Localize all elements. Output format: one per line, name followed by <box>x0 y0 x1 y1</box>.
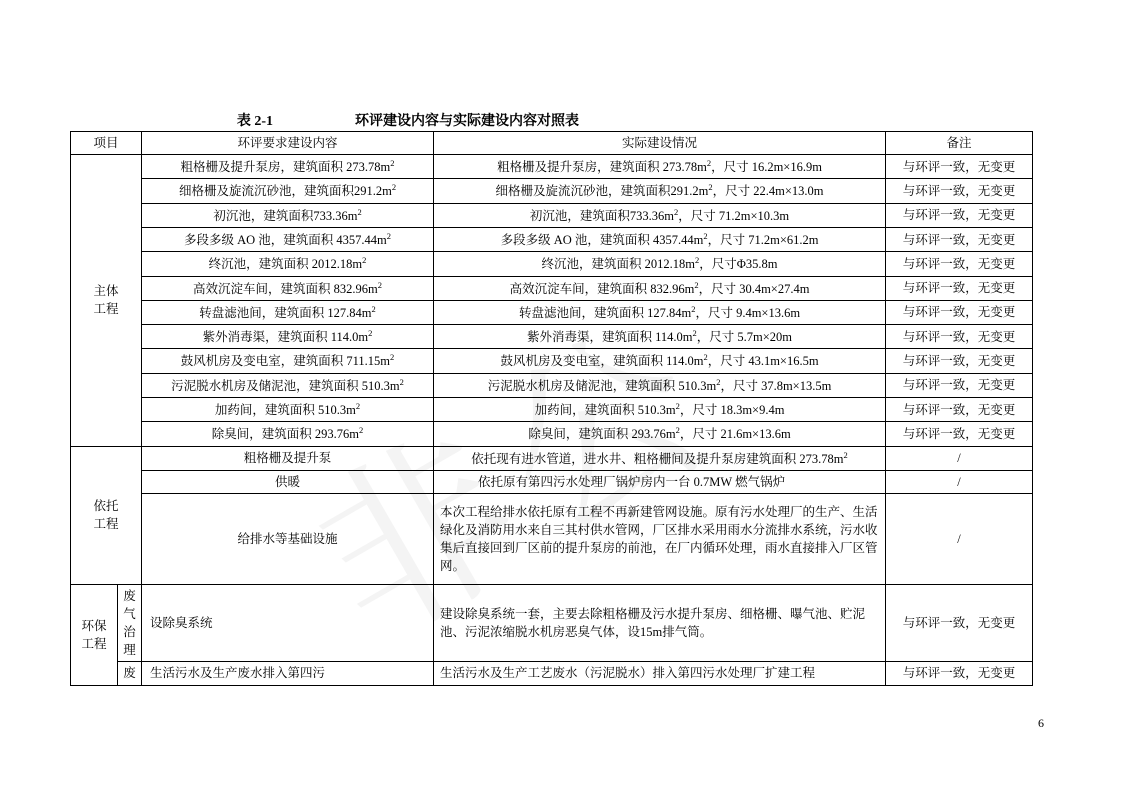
cell-remark: 与环评一致，无变更 <box>886 155 1033 179</box>
subgroup-label-waste-water: 废 <box>118 662 142 685</box>
cell-required: 初沉池，建筑面积$733.36m^2$ <box>142 203 434 227</box>
table-row <box>71 300 1033 324</box>
cell-actual: 加药间，建筑面积 $510.3m^2$，尺寸 18.3m×9.4m <box>434 397 886 421</box>
table-row <box>71 470 1033 493</box>
cell-required: 粗格栅及提升泵 <box>142 446 434 470</box>
table-row <box>71 227 1033 251</box>
table-row <box>71 155 1033 179</box>
table-row <box>71 252 1033 276</box>
table-row <box>71 373 1033 397</box>
table-row <box>71 584 1033 662</box>
cell-remark: 与环评一致，无变更 <box>886 179 1033 203</box>
cell-actual: 依托原有第四污水处理厂锅炉房内一台 0.7MW 燃气锅炉 <box>434 470 886 493</box>
group-label-support: 依托 工程 <box>71 446 142 584</box>
group-label-main: 主体 工程 <box>71 155 142 446</box>
header-actual: 实际建设情况 <box>434 132 886 155</box>
table-row <box>71 179 1033 203</box>
cell-remark: 与环评一致，无变更 <box>886 325 1033 349</box>
table-row <box>71 276 1033 300</box>
cell-required: 污泥脱水机房及储泥池，建筑面积 $510.3m^2$ <box>142 373 434 397</box>
cell-required: 鼓风机房及变电室，建筑面积 $711.15m^2$ <box>142 349 434 373</box>
cell-remark: 与环评一致，无变更 <box>886 373 1033 397</box>
cell-remark: 与环评一致，无变更 <box>886 349 1033 373</box>
header-remark: 备注 <box>886 132 1033 155</box>
table-title: 环评建设内容与实际建设内容对照表 <box>355 114 579 129</box>
table-row <box>71 493 1033 584</box>
cell-required: 除臭间，建筑面积 $293.76m^2$ <box>142 422 434 446</box>
header-project: 项目 <box>71 132 142 155</box>
cell-actual: 多段多级 AO 池，建筑面积 $4357.44m^2$，尺寸 71.2m×61.2m <box>434 227 886 251</box>
cell-remark: / <box>886 493 1033 584</box>
cell-remark: 与环评一致，无变更 <box>886 203 1033 227</box>
table-row <box>71 446 1033 470</box>
cell-required: 加药间，建筑面积 $510.3m^2$ <box>142 397 434 421</box>
cell-remark: 与环评一致，无变更 <box>886 397 1033 421</box>
cell-required: 转盘滤池间，建筑面积 $127.84m^2$ <box>142 300 434 324</box>
page-number: 6 <box>1038 716 1044 730</box>
table-header-row <box>71 132 1033 155</box>
cell-actual: 细格栅及旋流沉砂池，建筑面积$291.2m^2$，尺寸 22.4m×13.0m <box>434 179 886 203</box>
cell-actual: 转盘滤池间，建筑面积 $127.84m^2$，尺寸 9.4m×13.6m <box>434 300 886 324</box>
table-row <box>71 349 1033 373</box>
cell-actual: 紫外消毒渠，建筑面积 $114.0m^2$，尺寸 5.7m×20m <box>434 325 886 349</box>
cell-actual: 粗格栅及提升泵房，建筑面积 $273.78m^2$，尺寸 16.2m×16.9m <box>434 155 886 179</box>
cell-required: 供暖 <box>142 470 434 493</box>
cell-actual: 生活污水及生产工艺废水（污泥脱水）排入第四污水处理厂扩建工程 <box>434 662 886 685</box>
cell-remark: / <box>886 470 1033 493</box>
subgroup-label-waste-gas: 废 气 治 理 <box>118 584 142 662</box>
group-label-environmental: 环保 工程 <box>71 584 118 685</box>
cell-required: 生活污水及生产废水排入第四污 <box>142 662 434 685</box>
cell-remark: 与环评一致，无变更 <box>886 276 1033 300</box>
table-row <box>71 397 1033 421</box>
cell-required: 终沉池，建筑面积 $2012.18m^2$ <box>142 252 434 276</box>
cell-actual: 除臭间，建筑面积 $293.76m^2$，尺寸 21.6m×13.6m <box>434 422 886 446</box>
cell-actual: 高效沉淀车间，建筑面积 $832.96m^2$，尺寸 30.4m×27.4m <box>434 276 886 300</box>
cell-required: 多段多级 AO 池，建筑面积 $4357.44m^2$ <box>142 227 434 251</box>
table-row <box>71 662 1033 685</box>
cell-remark: 与环评一致，无变更 <box>886 662 1033 685</box>
cell-required: 粗格栅及提升泵房，建筑面积 $273.78m^2$ <box>142 155 434 179</box>
cell-actual: 本次工程给排水依托原有工程不再新建管网设施。原有污水处理厂的生产、生活绿化及消防用水来自三其村供水管网，厂区排水采用雨水分流排水系统，污水收集后直接回到厂区前的提升泵房的前池，在厂内循环处理，雨水直接排入厂区管网。 <box>434 493 886 584</box>
header-required: 环评要求建设内容 <box>142 132 434 155</box>
cell-remark: 与环评一致，无变更 <box>886 584 1033 662</box>
cell-required: 高效沉淀车间，建筑面积 $832.96m^2$ <box>142 276 434 300</box>
cell-required: 细格栅及旋流沉砂池，建筑面积$291.2m^2$ <box>142 179 434 203</box>
table-caption <box>70 110 1030 130</box>
cell-actual: 初沉池，建筑面积$733.36m^2$，尺寸 71.2m×10.3m <box>434 203 886 227</box>
comparison-table <box>70 131 1033 686</box>
cell-required: 紫外消毒渠，建筑面积 $114.0m^2$ <box>142 325 434 349</box>
cell-remark: 与环评一致，无变更 <box>886 300 1033 324</box>
cell-actual: 终沉池，建筑面积 $2012.18m^2$，尺寸Φ35.8m <box>434 252 886 276</box>
cell-remark: 与环评一致，无变更 <box>886 252 1033 276</box>
cell-actual: 污泥脱水机房及储泥池，建筑面积 $510.3m^2$，尺寸 37.8m×13.5m <box>434 373 886 397</box>
cell-actual: 建设除臭系统一套，主要去除粗格栅及污水提升泵房、细格栅、曝气池、贮泥池、污泥浓缩脱水机房恶臭气体，设15m排气筒。 <box>434 584 886 662</box>
cell-remark: / <box>886 446 1033 470</box>
table-number: 表 2-1 <box>236 114 273 129</box>
cell-remark: 与环评一致，无变更 <box>886 227 1033 251</box>
cell-actual: 依托现有进水管道，进水井、粗格栅间及提升泵房建筑面积 $273.78m^2$ <box>434 446 886 470</box>
table-row <box>71 422 1033 446</box>
table-row <box>71 325 1033 349</box>
cell-remark: 与环评一致，无变更 <box>886 422 1033 446</box>
cell-required: 设除臭系统 <box>142 584 434 662</box>
cell-actual: 鼓风机房及变电室，建筑面积 $114.0m^2$，尺寸 43.1m×16.5m <box>434 349 886 373</box>
cell-required: 给排水等基础设施 <box>142 493 434 584</box>
table-row <box>71 203 1033 227</box>
